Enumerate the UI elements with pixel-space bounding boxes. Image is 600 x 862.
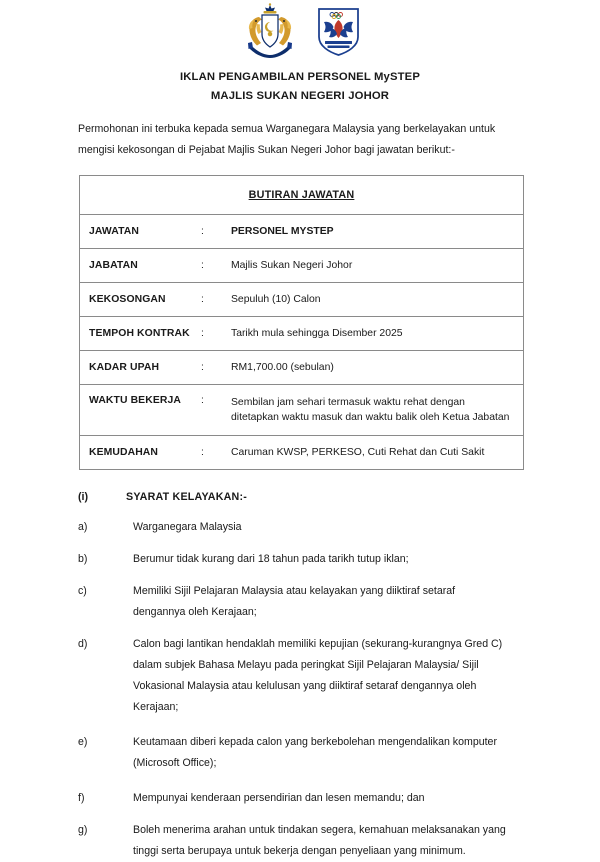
list-item-line: Calon bagi lantikan hendaklah memiliki kepujian (sekurang-kurangnya Gred C) (133, 638, 503, 650)
list-item-text (133, 820, 540, 862)
list-item-text (133, 732, 540, 774)
list-item (78, 820, 540, 862)
row-label-jawatan: JAWATAN (80, 215, 202, 249)
row-value-kemudahan: Caruman KWSP, PERKESO, Cuti Rehat dan Cuti Sakit (231, 436, 524, 470)
row-value-kekosongan: Sepuluh (10) Calon (231, 283, 524, 317)
row-label-kekosongan: KEKOSONGAN (80, 283, 202, 317)
list-item-marker: e) (78, 736, 88, 748)
title-line-1: IKLAN PENGAMBILAN PERSONEL MySTEP (179, 71, 421, 83)
johor-state-crest-logo (241, 3, 299, 58)
page-title (0, 68, 600, 106)
list-item-marker: f) (78, 792, 85, 804)
row-label-jabatan: JABATAN (80, 249, 202, 283)
list-item (78, 788, 540, 809)
list-item-line: tinggi serta berupaya untuk bekerja dengan penyeliaan yang minimum. (133, 845, 466, 857)
list-item-marker: g) (78, 824, 88, 836)
row-value-waktu-bekerja-line-2: ditetapkan waktu masuk dan waktu balik oleh Ketua Jabatan (231, 412, 510, 423)
row-colon: : (201, 215, 231, 249)
list-item-line: (Microsoft Office); (133, 757, 217, 769)
row-colon: : (201, 317, 231, 351)
table-row (80, 215, 524, 249)
table-heading-text: BUTIRAN JAWATAN (248, 189, 355, 201)
table-header-cell (80, 176, 524, 215)
job-details-table (79, 175, 524, 470)
list-item-line: Vokasional Malaysia atau kelulusan yang diiktiraf setaraf dengannya oleh (133, 680, 477, 692)
table-row (80, 385, 524, 436)
intro-paragraph (78, 119, 540, 161)
row-colon: : (201, 249, 231, 283)
section-heading-syarat-kelayakan (78, 491, 600, 503)
list-item (78, 549, 540, 570)
list-item-marker: a) (78, 521, 88, 533)
row-value-waktu-bekerja (231, 385, 524, 436)
intro-line-2: mengisi kekosongan di Pejabat Majlis Sukan Negeri Johor bagi jawatan berikut:- (78, 144, 455, 156)
row-value-jabatan: Majlis Sukan Negeri Johor (231, 249, 524, 283)
majlis-sukan-negeri-johor-logo (317, 6, 360, 56)
title-line-2: MAJLIS SUKAN NEGERI JOHOR (210, 90, 390, 102)
row-label-kemudahan: KEMUDAHAN (80, 436, 202, 470)
list-item-line: dengannya oleh Kerajaan; (133, 606, 257, 618)
row-colon: : (201, 385, 231, 436)
list-item-marker: b) (78, 553, 88, 565)
list-item-line: dalam subjek Bahasa Melayu pada peringkat Sijil Pelajaran Malaysia/ Sijil (133, 659, 479, 671)
list-item-marker: c) (78, 585, 87, 597)
list-item-marker: d) (78, 638, 88, 650)
logo-row (0, 0, 600, 58)
list-item-line: Kerajaan; (133, 701, 179, 713)
list-item-text: Berumur tidak kurang dari 18 tahun pada tarikh tutup iklan; (133, 553, 409, 565)
requirements-list (78, 517, 540, 862)
row-value-kadar-upah: RM1,700.00 (sebulan) (231, 351, 524, 385)
table-header-row (80, 176, 524, 215)
list-item-text: Mempunyai kenderaan persendirian dan lesen memandu; dan (133, 792, 425, 804)
list-item (78, 581, 540, 623)
list-item-line: Keutamaan diberi kepada calon yang berkebolehan mengendalikan komputer (133, 736, 497, 748)
list-item (78, 732, 540, 774)
list-item-line: Boleh menerima arahan untuk tindakan segera, kemahuan melaksanakan yang (133, 824, 506, 836)
row-colon: : (201, 351, 231, 385)
section-number: (i) (78, 491, 89, 503)
table-row (80, 351, 524, 385)
row-colon: : (201, 283, 231, 317)
table-row (80, 249, 524, 283)
list-item (78, 634, 540, 718)
intro-line-1: Permohonan ini terbuka kepada semua Warganegara Malaysia yang berkelayakan untuk (78, 123, 496, 135)
row-value-tempoh-kontrak: Tarikh mula sehingga Disember 2025 (231, 317, 524, 351)
table-row (80, 283, 524, 317)
row-value-waktu-bekerja-line-1: Sembilan jam sehari termasuk waktu rehat dengan (231, 397, 465, 408)
list-item-text: Warganegara Malaysia (133, 521, 242, 533)
row-label-tempoh-kontrak: TEMPOH KONTRAK (80, 317, 202, 351)
table-row (80, 317, 524, 351)
list-item-text (133, 634, 540, 718)
row-colon: : (201, 436, 231, 470)
section-title: SYARAT KELAYAKAN:- (126, 491, 247, 503)
row-value-jawatan: PERSONEL MYSTEP (231, 215, 524, 249)
table-row (80, 436, 524, 470)
list-item-line: Memiliki Sijil Pelajaran Malaysia atau kelayakan yang diiktiraf setaraf (133, 585, 456, 597)
list-item-text (133, 581, 540, 623)
list-item (78, 517, 540, 538)
row-label-kadar-upah: KADAR UPAH (80, 351, 202, 385)
row-label-waktu-bekerja: WAKTU BEKERJA (80, 385, 202, 436)
